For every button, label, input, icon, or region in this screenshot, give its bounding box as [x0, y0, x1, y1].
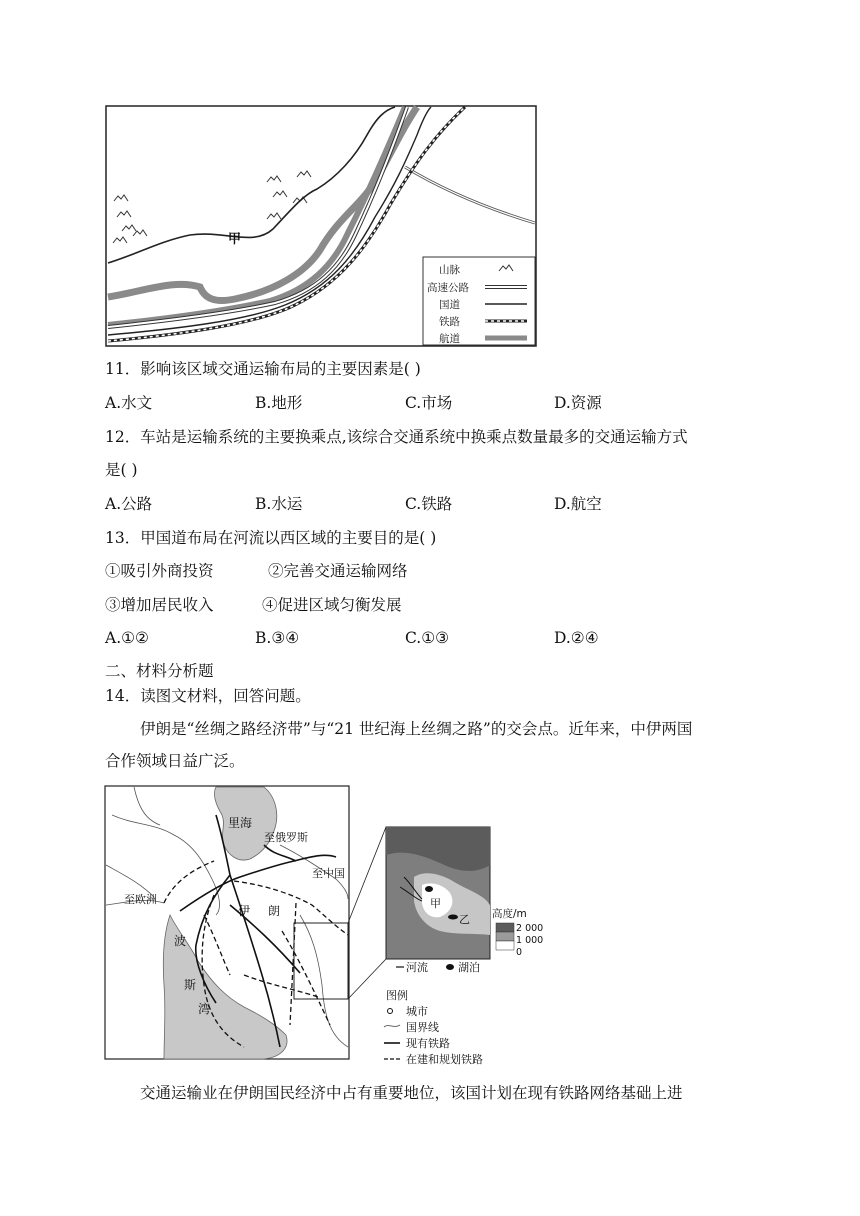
elevation-level-1000: 1 000: [516, 935, 544, 946]
elevation-legend: [492, 907, 543, 958]
q14-paragraph-2-line1: 交通运输业在伊朗国民经济中占有重要地位，该国计划在现有铁路网络基础上进: [140, 1084, 683, 1102]
label-gulf-3: 湾: [198, 1002, 211, 1016]
river-lake-legend: [396, 960, 480, 974]
legend-river-label: 河流: [406, 961, 428, 974]
label-iran-1: 伊: [238, 904, 251, 918]
label-to-china: 至中国: [312, 867, 345, 880]
elevation-level-2000: 2 000: [516, 923, 544, 934]
inset-label-yi: 乙: [459, 913, 470, 926]
map1-legend: [423, 257, 535, 345]
q11-option-c: C.市场: [405, 394, 453, 412]
q13-item-2: ②完善交通运输网络: [268, 562, 408, 580]
legend-city-label: 城市: [406, 1005, 428, 1018]
q12-option-d: D.航空: [554, 495, 602, 513]
q13-option-a: A.①②: [105, 629, 149, 647]
q13-option-c: C.①③: [405, 629, 450, 647]
elevation-title: 高度/m: [492, 908, 527, 920]
section-title: 二、材料分析题: [105, 662, 214, 680]
q13-option-d: D.②④: [554, 629, 599, 647]
q12-option-b: B.水运: [255, 495, 303, 513]
question-12-stem-line1: 12．车站是运输系统的主要换乘点,该综合交通系统中换乘点数量最多的交通运输方式: [105, 428, 688, 446]
legend-border-label: 国界线: [406, 1021, 439, 1034]
iran-railway-map-figure: [104, 785, 552, 1075]
question-11-stem: 11．影响该区域交通运输布局的主要因素是( ): [105, 360, 421, 378]
q11-option-d: D.资源: [554, 394, 602, 412]
inset-map: [386, 827, 490, 959]
legend-title: 图例: [386, 989, 408, 1002]
label-to-russia: 至俄罗斯: [264, 831, 308, 844]
legend-highway-label: 高速公路: [427, 282, 469, 294]
q13-item-3: ③增加居民收入: [105, 596, 214, 614]
legend-national-road-label: 国道: [439, 299, 460, 311]
question-12-stem-line2: 是( ): [105, 461, 138, 479]
legend-mountain-label: 山脉: [439, 264, 460, 276]
legend-railway-label: 铁路: [439, 316, 460, 328]
q12-option-a: A.公路: [105, 495, 153, 513]
inset-label-jia: 甲: [430, 897, 441, 910]
q14-paragraph-1-line1: 伊朗是“丝绸之路经济带”与“21 世纪海上丝绸之路”的交会点。近年来，中伊两国: [140, 720, 693, 738]
q11-option-b: B.地形: [255, 394, 303, 412]
q14-paragraph-1-line2: 合作领域日益广泛。: [105, 752, 245, 770]
question-14-stem: 14．读图文材料，回答问题。: [105, 687, 311, 705]
legend-existing-railway-label: 现有铁路: [406, 1037, 450, 1050]
q13-option-b: B.③④: [255, 629, 300, 647]
label-gulf-1: 波: [174, 934, 187, 948]
q12-option-c: C.铁路: [405, 495, 453, 513]
transport-map-figure: [105, 105, 537, 347]
label-caspian-sea: 里海: [228, 816, 253, 830]
question-13-stem: 13．甲国道布局在河流以西区域的主要目的是( ): [105, 529, 437, 547]
q13-item-1: ①吸引外商投资: [105, 562, 214, 580]
legend-planned-railway-label: 在建和规划铁路: [406, 1053, 483, 1066]
q13-item-4: ④促进区域匀衡发展: [262, 596, 402, 614]
map2-legend: [384, 988, 483, 1066]
q11-option-a: A.水文: [105, 394, 153, 412]
label-jia: 甲: [228, 232, 242, 247]
label-iran-2: 朗: [268, 904, 281, 918]
elevation-level-0: 0: [516, 947, 523, 958]
label-gulf-2: 斯: [184, 978, 197, 992]
legend-lake-label: 湖泊: [458, 961, 480, 974]
legend-waterway-label: 航道: [439, 333, 460, 345]
label-to-europe: 至欧洲: [124, 893, 157, 906]
